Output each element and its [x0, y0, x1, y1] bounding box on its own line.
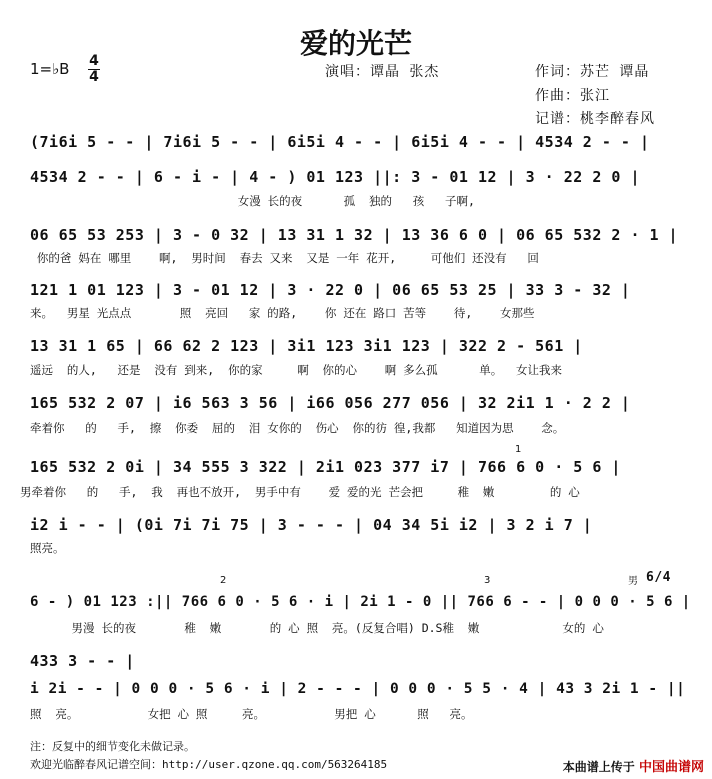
- lyrics-line-2: 女漫 长的夜 孤 独的 孩 子啊,: [30, 194, 475, 208]
- singer-credit: 演唱：谭晶 张杰: [325, 64, 440, 80]
- score-line-11: i 2i - - | 0 0 0 · 5 6 · i | 2 - - - | 0 0 0 · 5 5 · 4 | 43 3 2i 1 - ||: [30, 681, 686, 697]
- score-line-2: 4534 2 - - | 6 - i - | 4 - ) 01 123 ||: 3 - 01 12 | 3 · 22 2 0 |: [30, 168, 640, 186]
- score-line-10: 433 3 - - |: [30, 652, 135, 670]
- volta-2-mark: 2: [220, 575, 227, 586]
- score-line-4: 121 1 01 123 | 3 - 01 12 | 3 · 22 0 | 06 65 53 25 | 33 3 - 32 |: [30, 281, 631, 299]
- composer-credit: 作曲：张江: [535, 88, 610, 104]
- lyrics-line-7: 男牵着你 的 手, 我 再也不放开, 男手中有 爱 爱的光 芒会把 稚 嫩 的 心: [20, 485, 580, 499]
- volta-3-mark: 3: [484, 575, 491, 586]
- volta-1-mark: 1: [515, 444, 522, 455]
- lyrics-line-11: 照 亮。 女把 心 照 亮。 男把 心 照 亮。: [30, 707, 473, 721]
- voice-mark: 男: [628, 576, 638, 587]
- key-signature: 1=♭B: [30, 60, 70, 78]
- score-line-8: i2 i - - | (0i 7i 7i 75 | 3 - - - | 04 34 5i i2 | 3 2 i 7 |: [30, 516, 593, 534]
- time-signature: [88, 55, 100, 84]
- footer-note: 注：反复中的细节变化未做记录。: [30, 740, 195, 753]
- upload-label: 本曲谱上传于: [562, 760, 635, 774]
- score-line-1: (7i6i 5 - - | 7i6i 5 - - | 6i5i 4 - - | 6i5i 4 - - | 4534 2 - - |: [30, 133, 650, 151]
- score-line-7: 165 532 2 0i | 34 555 3 322 | 2i1 023 377 i7 | 766 6 0 · 5 6 |: [30, 458, 621, 476]
- lyricist-credit: 作词：苏芒 谭晶: [535, 64, 650, 80]
- score-line-3: 06 65 53 253 | 3 - 0 32 | 13 31 1 32 | 13 36 6 0 | 06 65 532 2 · 1 |: [30, 226, 679, 244]
- site-name: 中国曲谱网: [638, 760, 704, 775]
- site-logo: [563, 756, 704, 775]
- lyrics-line-8: 照亮。: [30, 541, 65, 555]
- footer-welcome: 欢迎光临醉春风记谱空间：http://user.qzone.qq.com/563264185: [30, 758, 388, 771]
- song-title: 爱的光芒: [299, 27, 412, 60]
- lyrics-line-9: 男漫 长的夜 稚 嫩 的 心 照 亮。(反复合唱) D.S稚 嫩 女的 心: [30, 621, 604, 635]
- meter-change: 6/4: [646, 570, 671, 585]
- lyrics-line-5: 遥远 的人, 还是 没有 到来, 你的家 啊 你的心 啊 多么孤 单。 女让我来: [30, 363, 563, 377]
- lyrics-line-3: 你的爸 妈在 哪里 啊, 男时间 春去 又来 又是 一年 花开, 可他们 还没有 回: [30, 251, 539, 265]
- score-line-9: 6 - ) 01 123 :|| 766 6 0 · 5 6 · i | 2i 1 - 0 || 766 6 - - | 0 0 0 · 5 6 |: [30, 594, 691, 610]
- score-line-5: 13 31 1 65 | 66 62 2 123 | 3i1 123 3i1 123 | 322 2 - 561 |: [30, 337, 583, 355]
- meter-top: 4: [89, 53, 99, 69]
- transcriber-credit: 记谱：桃李醉春风: [535, 111, 655, 127]
- lyrics-line-6: 牵着你 的 手, 擦 你委 屈的 泪 女你的 伤心 你的彷 徨,我都 知道因为思 念。: [30, 421, 565, 435]
- score-line-6: 165 532 2 07 | i6 563 3 56 | i66 056 277 056 | 32 2i1 1 · 2 2 |: [30, 394, 631, 412]
- meter-bottom: 4: [89, 69, 99, 85]
- lyrics-line-4: 来。 男星 光点点 照 亮回 家 的路, 你 还在 路口 苦等 待, 女那些: [30, 306, 535, 320]
